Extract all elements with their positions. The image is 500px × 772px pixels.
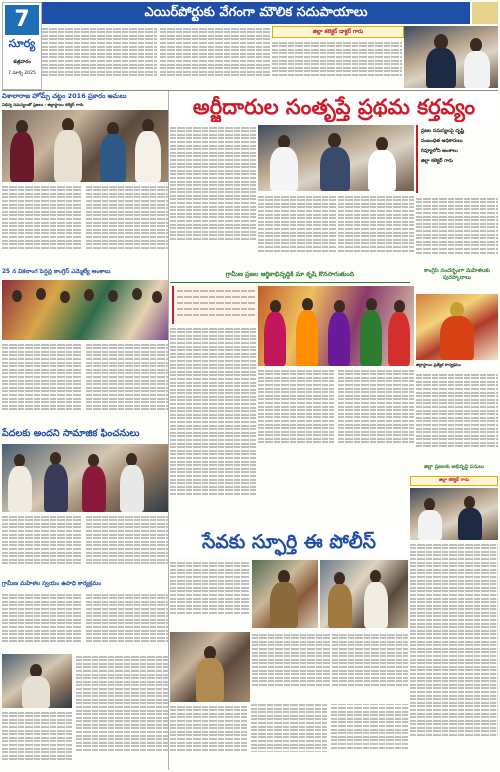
- masthead-name: సూర్య: [8, 37, 36, 50]
- left-top-sub-bar: [2, 102, 168, 109]
- right-bottom-byline: జిల్లా కలెక్టర్ గారు: [438, 478, 470, 483]
- left-top-photo: [2, 110, 168, 182]
- right-bottom-col: [410, 542, 498, 770]
- left-low-headline-box: [2, 428, 168, 442]
- top-photo-collector: [404, 26, 498, 88]
- center-mid-photo: [258, 286, 414, 366]
- right-bottom-headline-box: [410, 464, 498, 474]
- police-col4: [170, 704, 408, 770]
- main-col4: [416, 196, 498, 266]
- left-mid-photo: [2, 280, 168, 340]
- right-mid-sub-box: [416, 362, 498, 370]
- center-mid-col3: [338, 368, 414, 458]
- left-top-col2: [86, 184, 168, 264]
- top-story-text-2: [160, 26, 270, 88]
- center-mid-headline-box: [170, 268, 410, 283]
- center-mid-pullquote: [172, 286, 258, 324]
- left-mid-col2: [86, 342, 168, 424]
- police-photo-2: [320, 560, 408, 628]
- top-byline: జిల్లా కలెక్టర్ డాక్టర్ గారు: [312, 29, 364, 35]
- main-headline-box: [170, 92, 498, 122]
- police-headline-box: [170, 528, 408, 556]
- center-mid-col2: [258, 368, 334, 458]
- police-col3: [332, 632, 408, 702]
- masthead-date: 7 మార్చి 2025: [8, 71, 36, 76]
- row-rule-1: [2, 90, 498, 91]
- police-photo-3: [170, 632, 250, 702]
- police-headline: సేవకు స్ఫూర్తి ఈ పోలీస్: [201, 531, 377, 553]
- left-bottom-photo: [2, 654, 72, 708]
- main-points-box: [416, 125, 498, 193]
- main-col3: [338, 194, 414, 266]
- left-top-sub: విభిన్న సమస్యలతో ప్రజలు - జిల్లాస్థాయి కలెక్టర్ గారు: [2, 102, 84, 107]
- right-mid-photo: [416, 294, 498, 360]
- top-corner-badge: [472, 2, 498, 24]
- right-bottom-byline-box: [410, 476, 498, 486]
- left-low-col1: [2, 514, 82, 576]
- main-photo: [258, 125, 414, 191]
- main-point-3: రివ్యూలోని అంశాలు: [421, 149, 458, 154]
- left-mid-headline: 25 న వికలాంగ పెన్షన్ల కాంగ్రెస్ ఎమ్మెల్యే అంశాలు: [2, 269, 111, 275]
- column-rule-1: [168, 90, 169, 770]
- day-number: 7: [5, 5, 39, 35]
- right-bottom-headline: జిల్లా ప్రజలకు అభివృద్ధి పనులు: [424, 464, 484, 470]
- police-col1: [170, 560, 250, 630]
- main-point-1: ప్రజల సమస్యలపై దృష్టి: [421, 129, 465, 134]
- left-low-col2: [86, 514, 168, 576]
- right-mid-headline: కాంగ్రెస్ సందర్భంగా మహిళలకు పురస్కారాలు: [424, 268, 490, 281]
- masthead-day-of-week: శుక్రవారం: [13, 59, 31, 65]
- masthead-logo-box: [2, 2, 42, 90]
- top-story-text-3: [272, 40, 402, 88]
- main-point-2: సంబంధిత అధికారులు: [421, 139, 463, 144]
- main-point-4: జిల్లా కలెక్టర్ గారు: [421, 159, 454, 164]
- left-top-col1: [2, 184, 82, 264]
- top-headline: ఎయిర్‌పోర్టుకు వేగంగా మౌలిక సదుపాయాలు: [144, 5, 368, 20]
- left-low-headline: పేదలకు అందని సామాజిక ఫించనులు: [2, 428, 140, 439]
- top-story-text: [42, 26, 157, 88]
- left-bottom-col2: [86, 592, 168, 652]
- center-mid-col1: [170, 326, 256, 526]
- main-col1: [170, 125, 256, 265]
- police-photo-1: [252, 560, 318, 628]
- center-mid-headline: గ్రామీణ ప్రజల ఆర్థికాభివృద్ధికి మా కృషి కొనసాగుతుంది: [225, 271, 355, 278]
- left-bottom-col1: [2, 592, 82, 652]
- left-bottom-col3: [76, 654, 168, 770]
- left-top-headline: విశాలారాజ హోమ్స్ చట్టం 2016 ప్రకారం అమలు: [2, 92, 127, 100]
- left-bottom-headline-box: [2, 580, 168, 590]
- left-mid-col1: [2, 342, 82, 424]
- left-top-headline-bar: [2, 92, 168, 101]
- left-bottom-headline: గ్రామీణ మహిళల స్వయం ఉపాధి కార్యక్రమం: [2, 581, 102, 587]
- top-byline-strip: [272, 26, 404, 38]
- top-headline-banner: [42, 2, 470, 24]
- right-mid-col: [416, 372, 498, 462]
- right-mid-sub: జిల్లాస్థాయి ప్రత్యేక కార్యక్రమం: [416, 362, 461, 367]
- left-low-photo: [2, 444, 168, 512]
- main-headline: అర్జీదారుల సంతృప్తే ప్రథమ కర్తవ్యం: [192, 95, 476, 119]
- police-col2: [252, 632, 330, 702]
- right-mid-headline-box: [416, 268, 498, 292]
- left-bottom-col4: [2, 710, 72, 770]
- main-col2: [258, 194, 336, 266]
- left-mid-headline-box: [2, 268, 168, 278]
- right-bottom-photo: [410, 488, 498, 540]
